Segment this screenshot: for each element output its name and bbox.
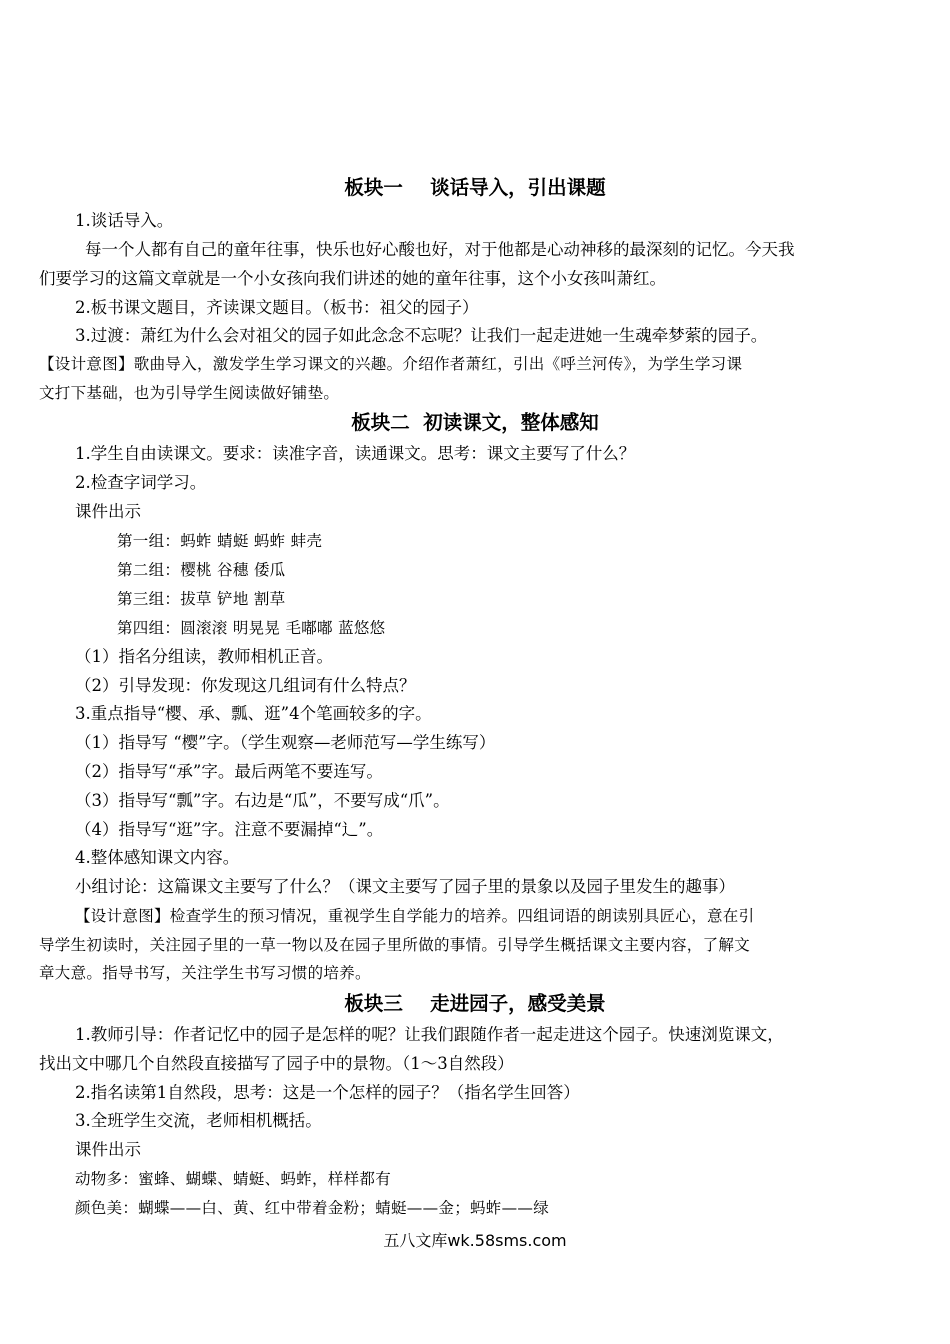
section1-heading: 板块一 谈话导入，引出课题 <box>344 176 606 199</box>
s2-line-6: 3.重点指导“樱、承、瓢、逛”4个笔画较多的字。 <box>75 704 432 723</box>
s3-line-5: 课件出示 <box>75 1140 141 1159</box>
s2-group-3: 第三组：拔草 铲地 割草 <box>117 590 286 608</box>
s2-design-3: 章大意。指导书写，关注学生书写习惯的培养。 <box>39 964 371 982</box>
s1-design-2: 文打下基础，也为引导学生阅读做好铺垫。 <box>39 384 340 402</box>
section2-heading: 板块二 初读课文，整体感知 <box>351 411 599 434</box>
s1-line-4: 2.板书课文题目，齐读课文题目。（板书：祖父的园子） <box>75 298 479 317</box>
s2-group-2: 第二组：樱桃 谷穗 倭瓜 <box>117 561 286 579</box>
s1-line-3: 们要学习的这篇文章就是一个小女孩向我们讲述的她的童年往事，这个小女孩叫萧红。 <box>39 269 666 288</box>
s2-line-11: 4.整体感知课文内容。 <box>75 848 240 867</box>
s2-group-4: 第四组：圆滚滚 明晃晃 毛嘟嘟 蓝悠悠 <box>117 619 386 637</box>
s2-line-4: （1）指名分组读，教师相机正音。 <box>75 647 333 666</box>
s2-line-7: （1）指导写 “樱”字。（学生观察—老师范写—学生练写） <box>75 733 496 752</box>
s2-line-5: （2）引导发现：你发现这几组词有什么特点？ <box>75 676 416 695</box>
s2-design-2: 导学生初读时，关注园子里的一草一物以及在园子里所做的事情。引导学生概括课文主要内容，了解文 <box>39 936 751 954</box>
s3-line-2: 找出文中哪几个自然段直接描写了园子中的景物。（1～3自然段） <box>39 1054 514 1073</box>
s1-line-2: 每一个人都有自己的童年往事，快乐也好心酸也好，对于他都是心动神移的最深刻的记忆。今天我 <box>85 240 795 259</box>
s2-group-1: 第一组：蚂蚱 蜻蜓 蚂蚱 蚌壳 <box>117 532 323 550</box>
s2-line-10: （4）指导写“逛”字。注意不要漏掉“辶”。 <box>75 820 384 839</box>
s3-line-4: 3.全班学生交流，老师相机概括。 <box>75 1111 322 1130</box>
s1-line-5: 3.过渡：萧红为什么会对祖父的园子如此念念不忘呢？让我们一起走进她一生魂牵梦萦的园子。 <box>75 326 768 345</box>
s3-slide-2: 颜色美：蝴蝶——白、黄、红中带着金粉；蜻蜓——金；蚂蚱——绿 <box>75 1199 550 1217</box>
s2-line-3: 课件出示 <box>75 502 141 521</box>
s2-line-1: 1.学生自由读课文。要求：读准字音，读通课文。思考：课文主要写了什么？ <box>75 444 636 463</box>
s2-design-1: 【设计意图】检查学生的预习情况，重视学生自学能力的培养。四组词语的朗读别具匠心，意在引 <box>75 907 755 925</box>
s2-line-9: （3）指导写“瓢”字。右边是“瓜”，不要写成“爪”。 <box>75 791 450 810</box>
s3-line-3: 2.指名读第1自然段，思考：这是一个怎样的园子？（指名学生回答） <box>75 1083 580 1102</box>
s1-line-1: 1.谈话导入。 <box>75 211 174 230</box>
s3-slide-1: 动物多：蜜蜂、蝴蝶、蜻蜓、蚂蚱，样样都有 <box>75 1170 392 1188</box>
s2-line-2: 2.检查字词学习。 <box>75 473 207 492</box>
s1-design-1: 【设计意图】歌曲导入，激发学生学习课文的兴趣。介绍作者萧红，引出《呼兰河传》，为学生学习课 <box>39 355 743 373</box>
section3-heading: 板块三 走进园子，感受美景 <box>344 992 606 1015</box>
s3-line-1: 1.教师引导：作者记忆中的园子是怎样的呢？让我们跟随作者一起走进这个园子。快速浏览课文， <box>75 1025 784 1044</box>
footer-watermark: 五八文库wk.58sms.com <box>383 1231 567 1250</box>
s2-line-8: （2）指导写“承”字。最后两笔不要连写。 <box>75 762 383 781</box>
s2-line-12: 小组讨论：这篇课文主要写了什么？（课文主要写了园子里的景象以及园子里发生的趣事） <box>75 877 735 896</box>
